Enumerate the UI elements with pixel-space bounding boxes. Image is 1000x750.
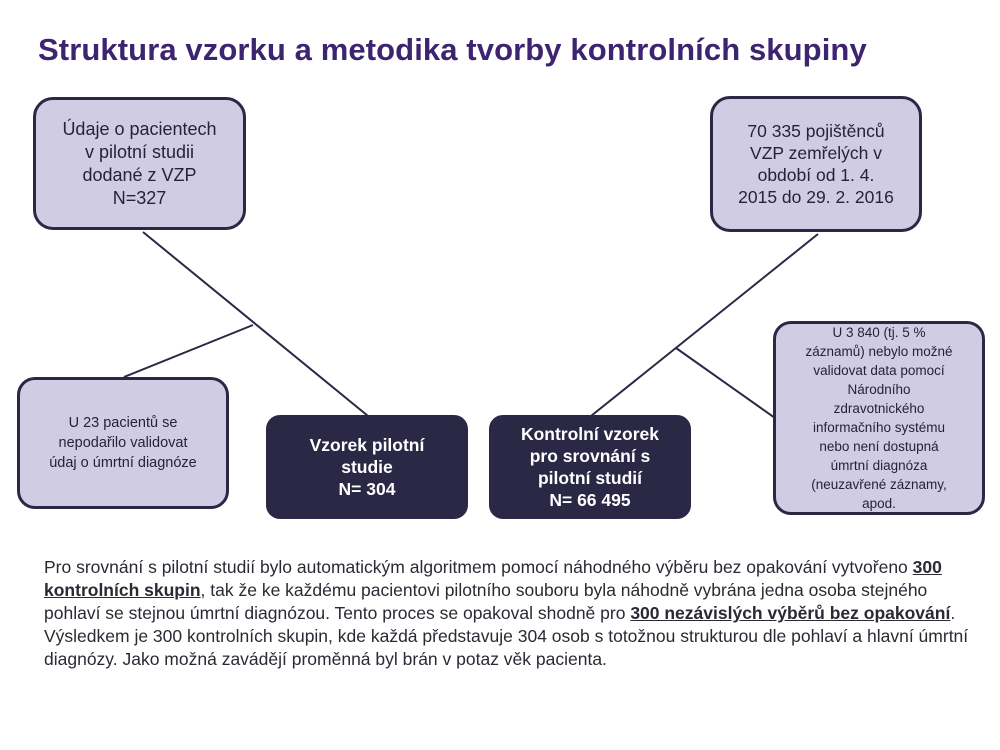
- control-sample-box: Kontrolní vzorek pro srovnání s pilotní studií N= 66 495: [489, 415, 691, 519]
- excluded-control-box: U 3 840 (tj. 5 % záznamů) nebylo možné validovat data pomocí Národního zdravotnického informačního systému nebo není dostupná úmrtní diagnóza (neuzavřené záznamy, apod.: [773, 321, 985, 515]
- population-box: 70 335 pojištěnců VZP zemřelých v období od 1. 4. 2015 do 29. 2. 2016: [710, 96, 922, 232]
- description-emphasis-independent-draws: 300 nezávislých výběrů bez opakování: [630, 603, 951, 623]
- connector-branch-to-excluded-pilot: [124, 325, 253, 377]
- description-emphasis-control-groups: 300 kontrolních skupin: [44, 557, 942, 600]
- page-title: Struktura vzorku a metodika tvorby kontrolních skupiny: [38, 32, 867, 67]
- description-text-1: Pro srovnání s pilotní studií bylo automatickým algoritmem pomocí náhodného výběru bez opakování vytvořeno: [44, 557, 913, 577]
- description-text-2: , tak že ke každému pacientovi pilotního souboru byla náhodně vybrána jedna osoba stejného pohlaví se stejnou úmrtní diagnózou. Tento proces se opakoval shodně pro: [44, 580, 928, 623]
- excluded-pilot-box: U 23 pacientů se nepodařilo validovat údaj o úmrtní diagnóze: [17, 377, 229, 509]
- description-text-3: . Výsledkem je 300 kontrolních skupin, kde každá představuje 304 osob s totožnou strukturou dle pohlaví a hlavní úmrtní diagnózy. Jako možná zavádějí proměnná byl brán v potaz věk pacienta.: [44, 603, 969, 669]
- data-source-box: Údaje o pacientech v pilotní studii dodané z VZP N=327: [33, 97, 246, 230]
- pilot-sample-box: Vzorek pilotní studie N= 304: [266, 415, 468, 519]
- connector-branch-to-excluded-control: [676, 348, 775, 418]
- methodology-description: [44, 556, 969, 671]
